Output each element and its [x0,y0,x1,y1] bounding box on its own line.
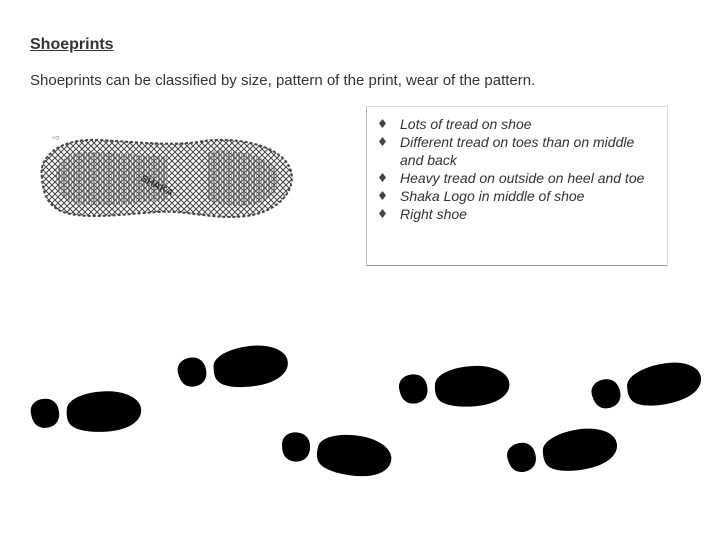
shoeprint-icon [280,428,394,480]
page-title: Shoeprints [30,36,114,53]
svg-text:◦○: ◦○ [52,133,60,142]
note-text: Lots of tread on shoe [400,116,532,132]
notes-list [367,107,667,223]
list-item [379,205,659,223]
diamond-bullet-icon [379,119,386,128]
list-item [379,169,659,187]
diamond-bullet-icon [379,191,386,200]
shoeprint-icon [176,341,291,396]
note-text: Heavy tread on outside on heel and toe [400,170,645,186]
note-text: Right shoe [400,206,467,222]
list-item [379,187,659,205]
shoeprint-sample-image [28,128,298,226]
list-item [379,115,659,133]
shoeprint-icon [30,389,143,437]
footprint-trail [0,340,720,490]
shoeprint-icon [398,363,511,413]
notes-box [366,106,668,266]
intro-text: Shoeprints can be classified by size, pattern of the print, wear of the pattern. [30,72,536,89]
note-text: Shaka Logo in middle of shoe [400,188,585,204]
note-text: Different tread on toes than on middle and back [400,134,635,168]
shoeprint-icon [505,423,621,482]
shoeprint-icon [589,356,705,418]
list-item [379,133,659,169]
diamond-bullet-icon [379,173,386,182]
diamond-bullet-icon [379,209,386,218]
sample-logo-text: SHAKA [138,172,176,200]
diamond-bullet-icon [379,137,386,146]
